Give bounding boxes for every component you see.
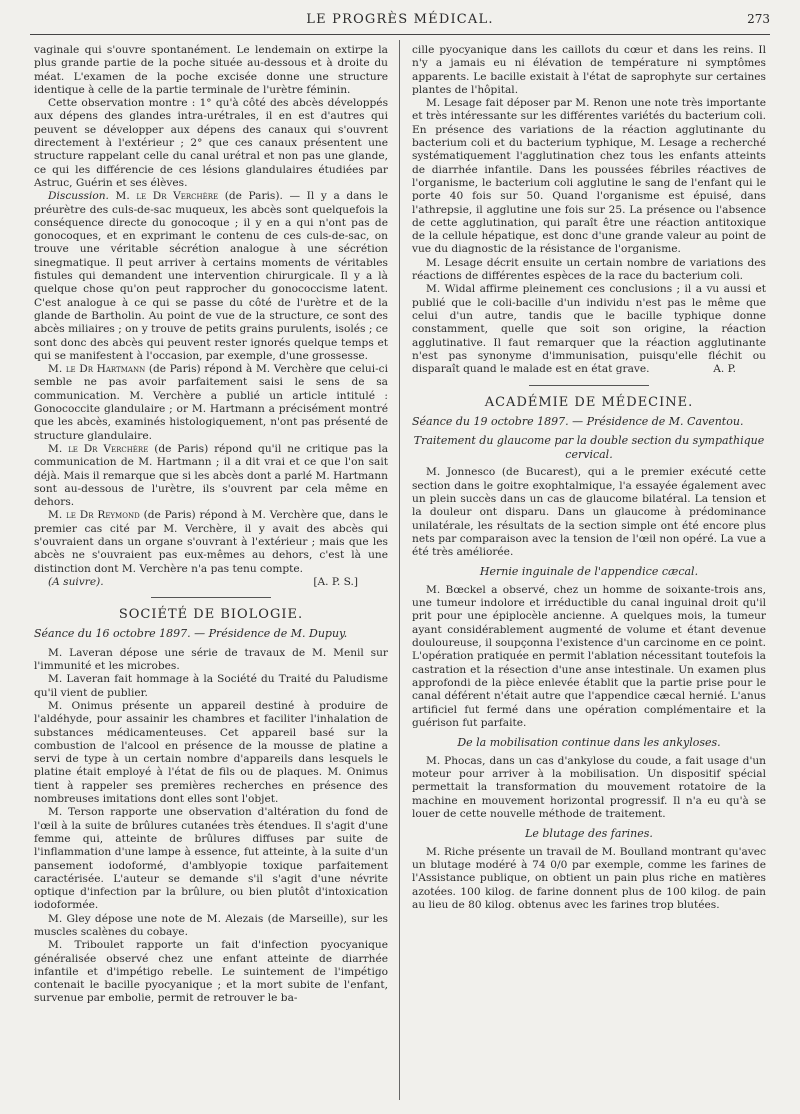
paragraph-text: (de Paris) répond à M. Verchère que, dans le premier cas cité par M. Verchère, il y avait des abcès qui s'ouvraient dans un organe s'ouvrant à l'extérieur ; mais que les abcès ne s'ouvraient pas eux-mêmes au dehors, c'est là une distinction dont M. Verchère n'a pas tenu compte. [34,509,388,575]
section-divider [151,597,271,598]
paragraph [34,190,388,363]
paragraph: M. Riche présente un travail de M. Boulland montrant qu'avec un blutage modéré à 74 0/0 par exemple, comme les farines de l'Assistance publique, on obtient un pain plus riche en matières azotées. 100 kilog. de farine donnent plus de 100 kilog. de pain au lieu de 80 kilog. obtenus avec les farines trop blutées. [412,845,766,911]
paragraph-text: (de Paris). — Il y a dans le préurètre des culs-de-sac muqueux, les abcès sont quelquefois la conséquence directe du gonocoque ; il y en a qui n'ont pas de gonocoques, et en exprimant le contenu de ces culs-de-sac, on trouve une véritable sécrétion analogue à une sécrétion sinegmatique. Il peut arriver à certains moments de véritables fistules qui demandent une intervention chirurgicale. Il y a là quelque chose qu'on peut rapprocher du gonococcisme latent. C'est analogue à ce qui se passe du côté de l'urètre et de la glande de Bartholin. Au point de vue de la structure, ce sont des abcès miliaires ; on y trouve de petits grains purulents, isolés ; ce sont donc des abcès qui peuvent rester ignorés quelque temps et qui se manifestent à l'occasion, par exemple, d'une grossesse. [34,190,389,362]
paragraph: M. Widal affirme pleinement ces conclusions ; il a vu aussi et publié que le coli-bacille d'un individu n'est pas le même que celui d'un autre, tandis que le bacille typhique donne constamment, quelle que soit son origine, la réaction agglutinative. Il faut remarquer que la réaction agglutinante n'est pas synonyme d'immunisation, puisqu'elle fléchit ou disparaît quand le malade est en état grave. [412,283,766,376]
author-signature: A. P. [713,363,736,376]
continuation-line [34,576,388,589]
right-column [412,44,766,912]
paragraph: M. Gley dépose une note de M. Alezais (de Marseille), sur les muscles scalènes du cobaye. [34,912,388,938]
header-rule [30,34,770,35]
subsection-title: De la mobilisation continue dans les ankyloses. [457,736,721,750]
subsection-title: Le blutage des farines. [525,827,653,841]
paragraph: M. Phocas, dans un cas d'ankylose du coude, a fait usage d'un moteur pour arriver à la mobilisation. Un dispositif spécial permettait la transformation du mouvement rotatoire de la machine en mouvement horizontal progressif. Il n'a eu qu'à se louer de cette nouvelle méthode de traitement. [412,754,766,820]
paragraph [34,509,388,575]
running-header [30,12,770,34]
paragraph: M. Jonnesco (de Bucarest), qui a le premier exécuté cette section dans le goitre exophtalmique, l'a essayée également avec un plein succès dans un cas de glaucome bilatéral. La tension et la douleur ont disparu. Dans un glaucome à prédominance unilatérale, les résultats de la section simple ont été encore plus nets par comparaison avec la tension de l'œil non opéré. La vue a été très améliorée. [412,466,766,559]
speaker-name: M. le Dr Verchère [115,190,219,203]
left-column [34,44,388,1006]
paragraph: M. Lesage décrit ensuite un certain nombre de variations des réactions de différentes espèces de la race du bacterium coli. [412,256,766,283]
journal-title: LE PROGRÈS MÉDICAL. [306,12,494,27]
section-divider [529,385,649,386]
paragraph: M. Terson rapporte une observation d'altération du fond de l'œil à la suite de brûlures cutanées très étendues. Il s'agit d'une femme qui, atteinte de brûlures diffuses par suite de l'inflammation d'une lampe à essence, fut atteinte, à la suite d'un pansement iodoformé, d'amblyopie toxique parfaitement caractérisée. L'auteur se demande s'il s'agit d'une névrite optique d'infection par la brûlure, ou bien plutôt d'intoxication iodoformée. [34,806,388,912]
author-signature: [A. P. S.] [313,575,358,588]
speaker-name: M. le Dr Hartmann [48,363,146,376]
discussion-label: Discussion. [48,190,109,203]
paragraph: M. Lesage fait déposer par M. Renon une note très importante et très intéressante sur les différentes variétés du bacterium coli. En présence des variations de la réaction agglutinante du bacterium coli et du bacterium typhique, M. Lesage a recherché systématiquement l'agglutination chez tous les enfants atteints de diarrhée infantile. Dans les poussées fébriles réactives de l'organisme, le bacterium coli agglutine le sang de l'enfant qui le porte 40 fois sur 50. Quand l'organisme est épuisé, dans l'athrepsie, il agglutine une fois sur 25. La présence ou l'absence de cette agglutination, qui paraît être une réaction antitoxique de la cellule hépatique, est donc d'une grande valeur au point de vue du diagnostic de la résistance de l'organisme. [412,97,766,256]
paragraph: vaginale qui s'ouvre spontanément. Le lendemain on extirpe la plus grande partie de la poche située au-dessous et à droite du méat. L'examen de la poche excisée donne une structure identique à celle de la partie terminale de l'urètre féminin. [34,44,388,96]
section-title: ACADÉMIE DE MÉDECINE. [484,394,694,410]
paragraph: M. Laveran fait hommage à la Société du Traité du Paludisme qu'il vient de publier. [34,673,388,699]
subsection-title: Traitement du glaucome par la double section du sympathique cervical. [413,434,765,461]
column-divider [399,40,400,1100]
paragraph: M. Triboulet rapporte un fait d'infection pyocyanique généralisée observé chez une enfant atteinte de diarrhée infantile et d'impétigo rebelle. Le suintement de l'impétigo contenait le bacille pyocyanique ; et la mort subite de l'enfant, survenue par embolie, permit de retrouver le ba- [34,939,388,1005]
to-be-continued: (A suivre). [48,575,104,588]
paragraph-text: (de Paris) répond qu'il ne critique pas la communication de M. Hartmann ; il a dit vrai et ce que l'on sait déjà. Mais il remarque que si les abcès dont a parlé M. Hartmann sont au-dessous de l'urètre, ils s'ouvrent par cela même en dehors. [34,442,389,509]
speaker-name: M. le Dr Verchère [48,442,149,455]
paragraph: M. Laveran dépose une série de travaux de M. Menil sur l'immunité et les microbes. [34,646,388,673]
section-title: SOCIÉTÉ DE BIOLOGIE. [118,607,304,623]
speaker-name: M. le Dr Reymond [48,509,140,522]
paragraph: M. Onimus présente un appareil destiné à produire de l'aldéhyde, pour assainir les chambres et faciliter l'inhalation de substances médicamenteuses. Cet appareil basé sur la combustion de l'alcool en présence de la mousse de platine a servi de type à un certain nombre d'appareils dans lesquels le platine était employé à l'état de fils ou de plaques. M. Onimus tient à rappeler ses premières recherches en présence des nombreuses imitations dont elles sont l'objet. [34,699,388,806]
paragraph-text: (de Paris) répond à M. Verchère que celui-ci semble ne pas avoir parfaitement saisi le sens de sa communication. M. Verchère a publié un article intitulé : Gonococcite glandulaire ; or M. Hartmann a précisément montré que les abcès, examinés histologiquement, n'ont pas présenté de structure glandulaire. [34,363,388,442]
session-line: Séance du 16 octobre 1897. — Présidence de M. Dupuy. [34,627,348,641]
session-line: Séance du 19 octobre 1897. — Présidence de M. Caventou. [412,415,744,429]
paragraph: Cette observation montre : 1° qu'à côté des abcès développés aux dépens des glandes intra-urétrales, il en est d'autres qui peuvent se développer aux dépens des canaux qui s'ouvrent directement à l'extérieur ; 2° que ces canaux présentent une structure rappelant celle du canal urétral et non pas une glande, ce qui les différencie de ces lésions glandulaires étudiées par Astruc, Guérin et ses élèves. [34,97,388,189]
paragraph [34,363,388,443]
paragraph: M. Bœckel a observé, chez un homme de soixante-trois ans, une tumeur indolore et irréductible du canal inguinal droit qu'il prit pour une épiplocèle ancienne. A quelques mois, la tumeur ayant considérablement augmenté de volume et étant devenue douloureuse, il soupçonna l'existence d'un carcinome en ce point. L'opération pratiquée en permit l'ablation nécessitant toutefois la castration et la résection d'une anse intestinale. Un examen plus approfondi de la pièce enlevée établit que la partie prise pour le canal déférent n'était autre que l'appendice cæcal hernié. L'anus artificiel fut fermé dans une opération complémentaire et la guérison fut parfaite. [412,583,766,729]
paragraph [34,443,388,509]
subsection-title: Hernie inguinale de l'appendice cæcal. [479,565,699,579]
paragraph: cille pyocyanique dans les caillots du cœur et dans les reins. Il n'y a jamais eu ni élévation de température ni symptômes apparents. Le bacille existait à l'état de saprophyte sur certaines plantes de l'hôpital. [412,44,766,96]
page-number: 273 [747,12,770,26]
